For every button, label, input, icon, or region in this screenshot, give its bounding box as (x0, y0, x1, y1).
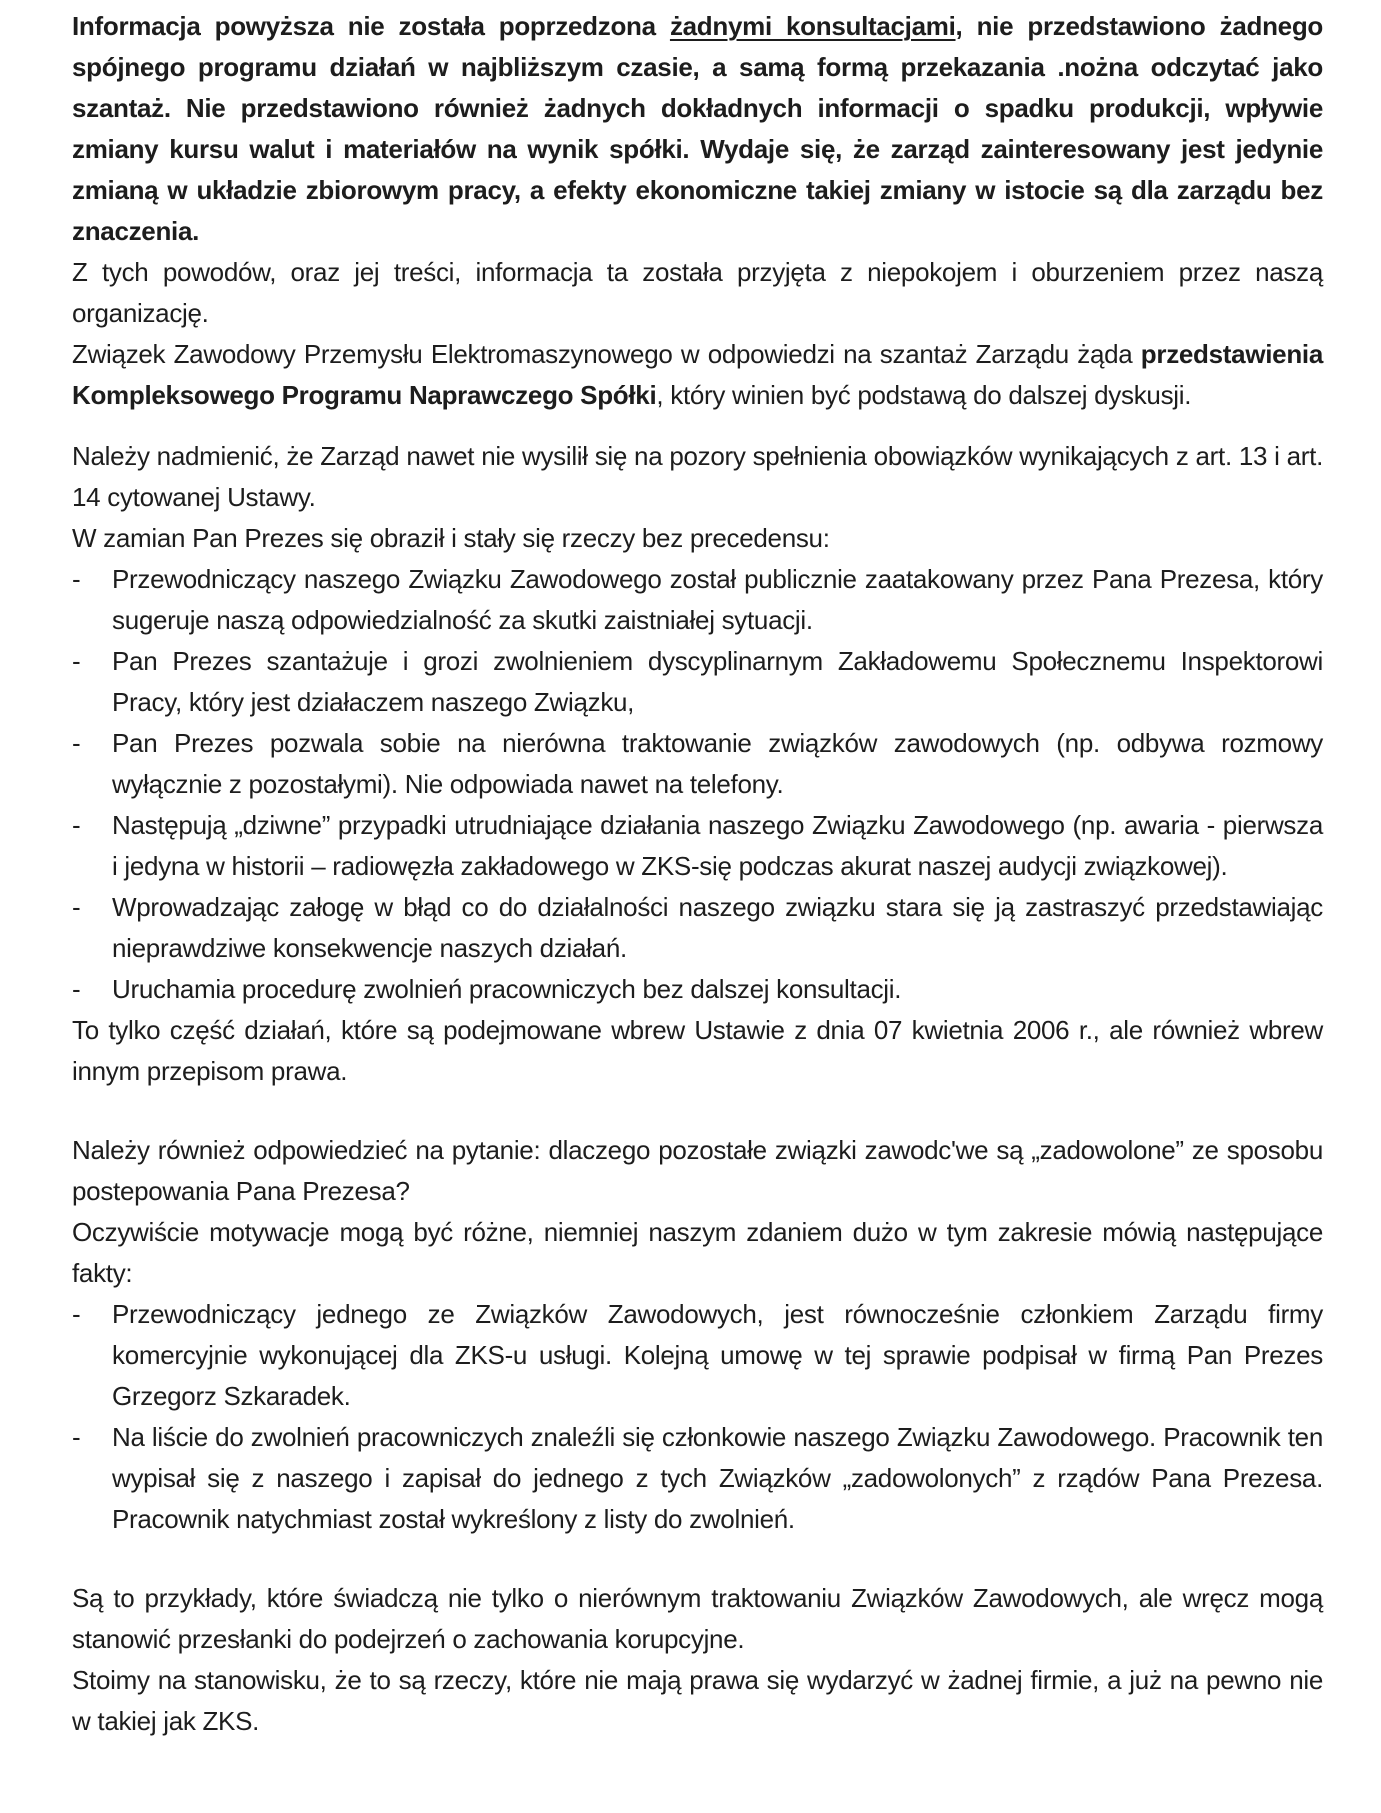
list-item-text: Uruchamia procedurę zwolnień pracowniczych bez dalszej konsultacji. (112, 974, 902, 1004)
paragraph-pytanie: Należy również odpowiedzieć na pytanie: dlaczego pozostałe związki zawodc'we są „zadowolone” ze sposobu postepowania Pana Prezesa? (72, 1135, 1323, 1206)
paragraph-demand (72, 334, 1323, 416)
list-item-text: Pan Prezes szantażuje i grozi zwolnieniem dyscyplinarnym Zakładowemu Społecznemu Inspektorowi Pracy, który jest działaczem naszego Związku, (112, 646, 1323, 717)
bullet-dash-icon: - (72, 646, 81, 676)
paragraph-nalezy-nadmienic: Należy nadmienić, że Zarząd nawet nie wysilił się na pozory spełnienia obowiązków wynikających z art. 13 i art. 14 cytowanej Ustawy. (72, 441, 1323, 512)
paragraph-1-segment: Informacja powyższa nie została poprzedzona (72, 11, 670, 41)
paragraph-1-segment: , nie przedstawiono żadnego spójnego programu działań w najbliższym czasie, a samą formą przekazania .nożna odczytać jako szantaż. Nie przedstawiono również żadnych dokładnych informacji o spadku produkcji, wpływie zmiany kursu walut i materiałów na wynik spółki. Wydaje się, że zarząd zainteresowany jest jedynie zmianą w układzie zbiorowym pracy, a efekty ekonomiczne takiej zmiany w istocie są dla zarządu bez znaczenia. (72, 11, 1324, 246)
paragraph-przyklady: Są to przykłady, które świadczą nie tylko o nierównym traktowaniu Związków Zawodowych, ale wręcz mogą stanowić przesłanki do podejrzeń o zachowania korupcyjne. (72, 1583, 1323, 1654)
list-item (72, 805, 1323, 887)
bullet-dash-icon: - (72, 728, 81, 758)
list-item (72, 1294, 1323, 1417)
list-item (72, 887, 1323, 969)
paragraph-3-segment: Związek Zawodowy Przemysłu Elektromaszynowego w odpowiedzi na szantaż Zarządu żąda (72, 339, 1141, 369)
bullet-dash-icon: - (72, 564, 81, 594)
list-item-text: Następują „dziwne” przypadki utrudniające działania naszego Związku Zawodowego (np. awaria - pierwsza i jedyna w historii – radiowęzła zakładowego w ZKS-się podczas akurat naszej audycji związkowej). (112, 810, 1323, 881)
paragraph-motywacje: Oczywiście motywacje mogą być różne, niemniej naszym zdaniem dużo w tym zakresie mówią następujące fakty: (72, 1217, 1323, 1288)
paragraph-stanowisko: Stoimy na stanowisku, że to są rzeczy, które nie mają prawa się wydarzyć w żadnej firmie, a już na pewno nie w takiej jak ZKS. (72, 1665, 1323, 1736)
bullet-dash-icon: - (72, 1299, 81, 1329)
list-item (72, 559, 1323, 641)
bullet-list-precedens (72, 559, 1323, 1010)
paragraph-reaction: Z tych powodów, oraz jej treści, informacja ta została przyjęta z niepokojem i oburzeniem przez naszą organizację. (72, 257, 1323, 328)
list-item-text: Wprowadzając załogę w błąd co do działalności naszego związku stara się ją zastraszyć przedstawiając nieprawdziwe konsekwencje naszych działań. (112, 892, 1323, 963)
underlined-phrase: żadnymi konsultacjami (669, 11, 956, 41)
bullet-list-fakty (72, 1294, 1323, 1540)
paragraph-3-segment: , który winien być podstawą do dalszej dyskusji. (656, 380, 1192, 410)
list-item-text: Przewodniczący naszego Związku Zawodowego został publicznie zaatakowany przez Pana Prezesa, który sugeruje naszą odpowiedzialność za skutki zaistniałej sytuacji. (112, 564, 1323, 635)
list-item (72, 969, 1323, 1010)
list-item (72, 1417, 1323, 1540)
bullet-dash-icon: - (72, 974, 81, 1004)
paragraph-w-zamian: W zamian Pan Prezes się obraził i stały się rzeczy bez precedensu: (72, 523, 830, 553)
bold-phrase-program: przedstawienia Kompleksowego Programu Naprawczego Spółki (72, 339, 1323, 410)
list-item-text: Na liście do zwolnień pracowniczych znaleźli się członkowie naszego Związku Zawodowego. Pracownik ten wypisał się z naszego i zapisał do jednego z tych Związków „zadowolonych” z rządów Pana Prezesa. Pracownik natychmiast został wykreślony z listy do zwolnień. (112, 1422, 1323, 1534)
bullet-dash-icon: - (72, 892, 81, 922)
paragraph-to-tylko: To tylko część działań, które są podejmowane wbrew Ustawie z dnia 07 kwietnia 2006 r., ale również wbrew innym przepisom prawa. (72, 1015, 1323, 1086)
list-item-text: Pan Prezes pozwala sobie na nierówna traktowanie związków zawodowych (np. odbywa rozmowy wyłącznie z pozostałymi). Nie odpowiada nawet na telefony. (112, 728, 1323, 799)
list-item (72, 723, 1323, 805)
bullet-dash-icon: - (72, 810, 81, 840)
bullet-dash-icon: - (72, 1422, 81, 1452)
list-item-text: Przewodniczący jednego ze Związków Zawodowych, jest równocześnie członkiem Zarządu firmy komercyjnie wykonującej dla ZKS-u usługi. Kolejną umowę w tej sprawie podpisał w firmą Pan Prezes Grzegorz Szkaradek. (112, 1299, 1323, 1411)
paragraph-info-bold (72, 6, 1323, 252)
list-item (72, 641, 1323, 723)
